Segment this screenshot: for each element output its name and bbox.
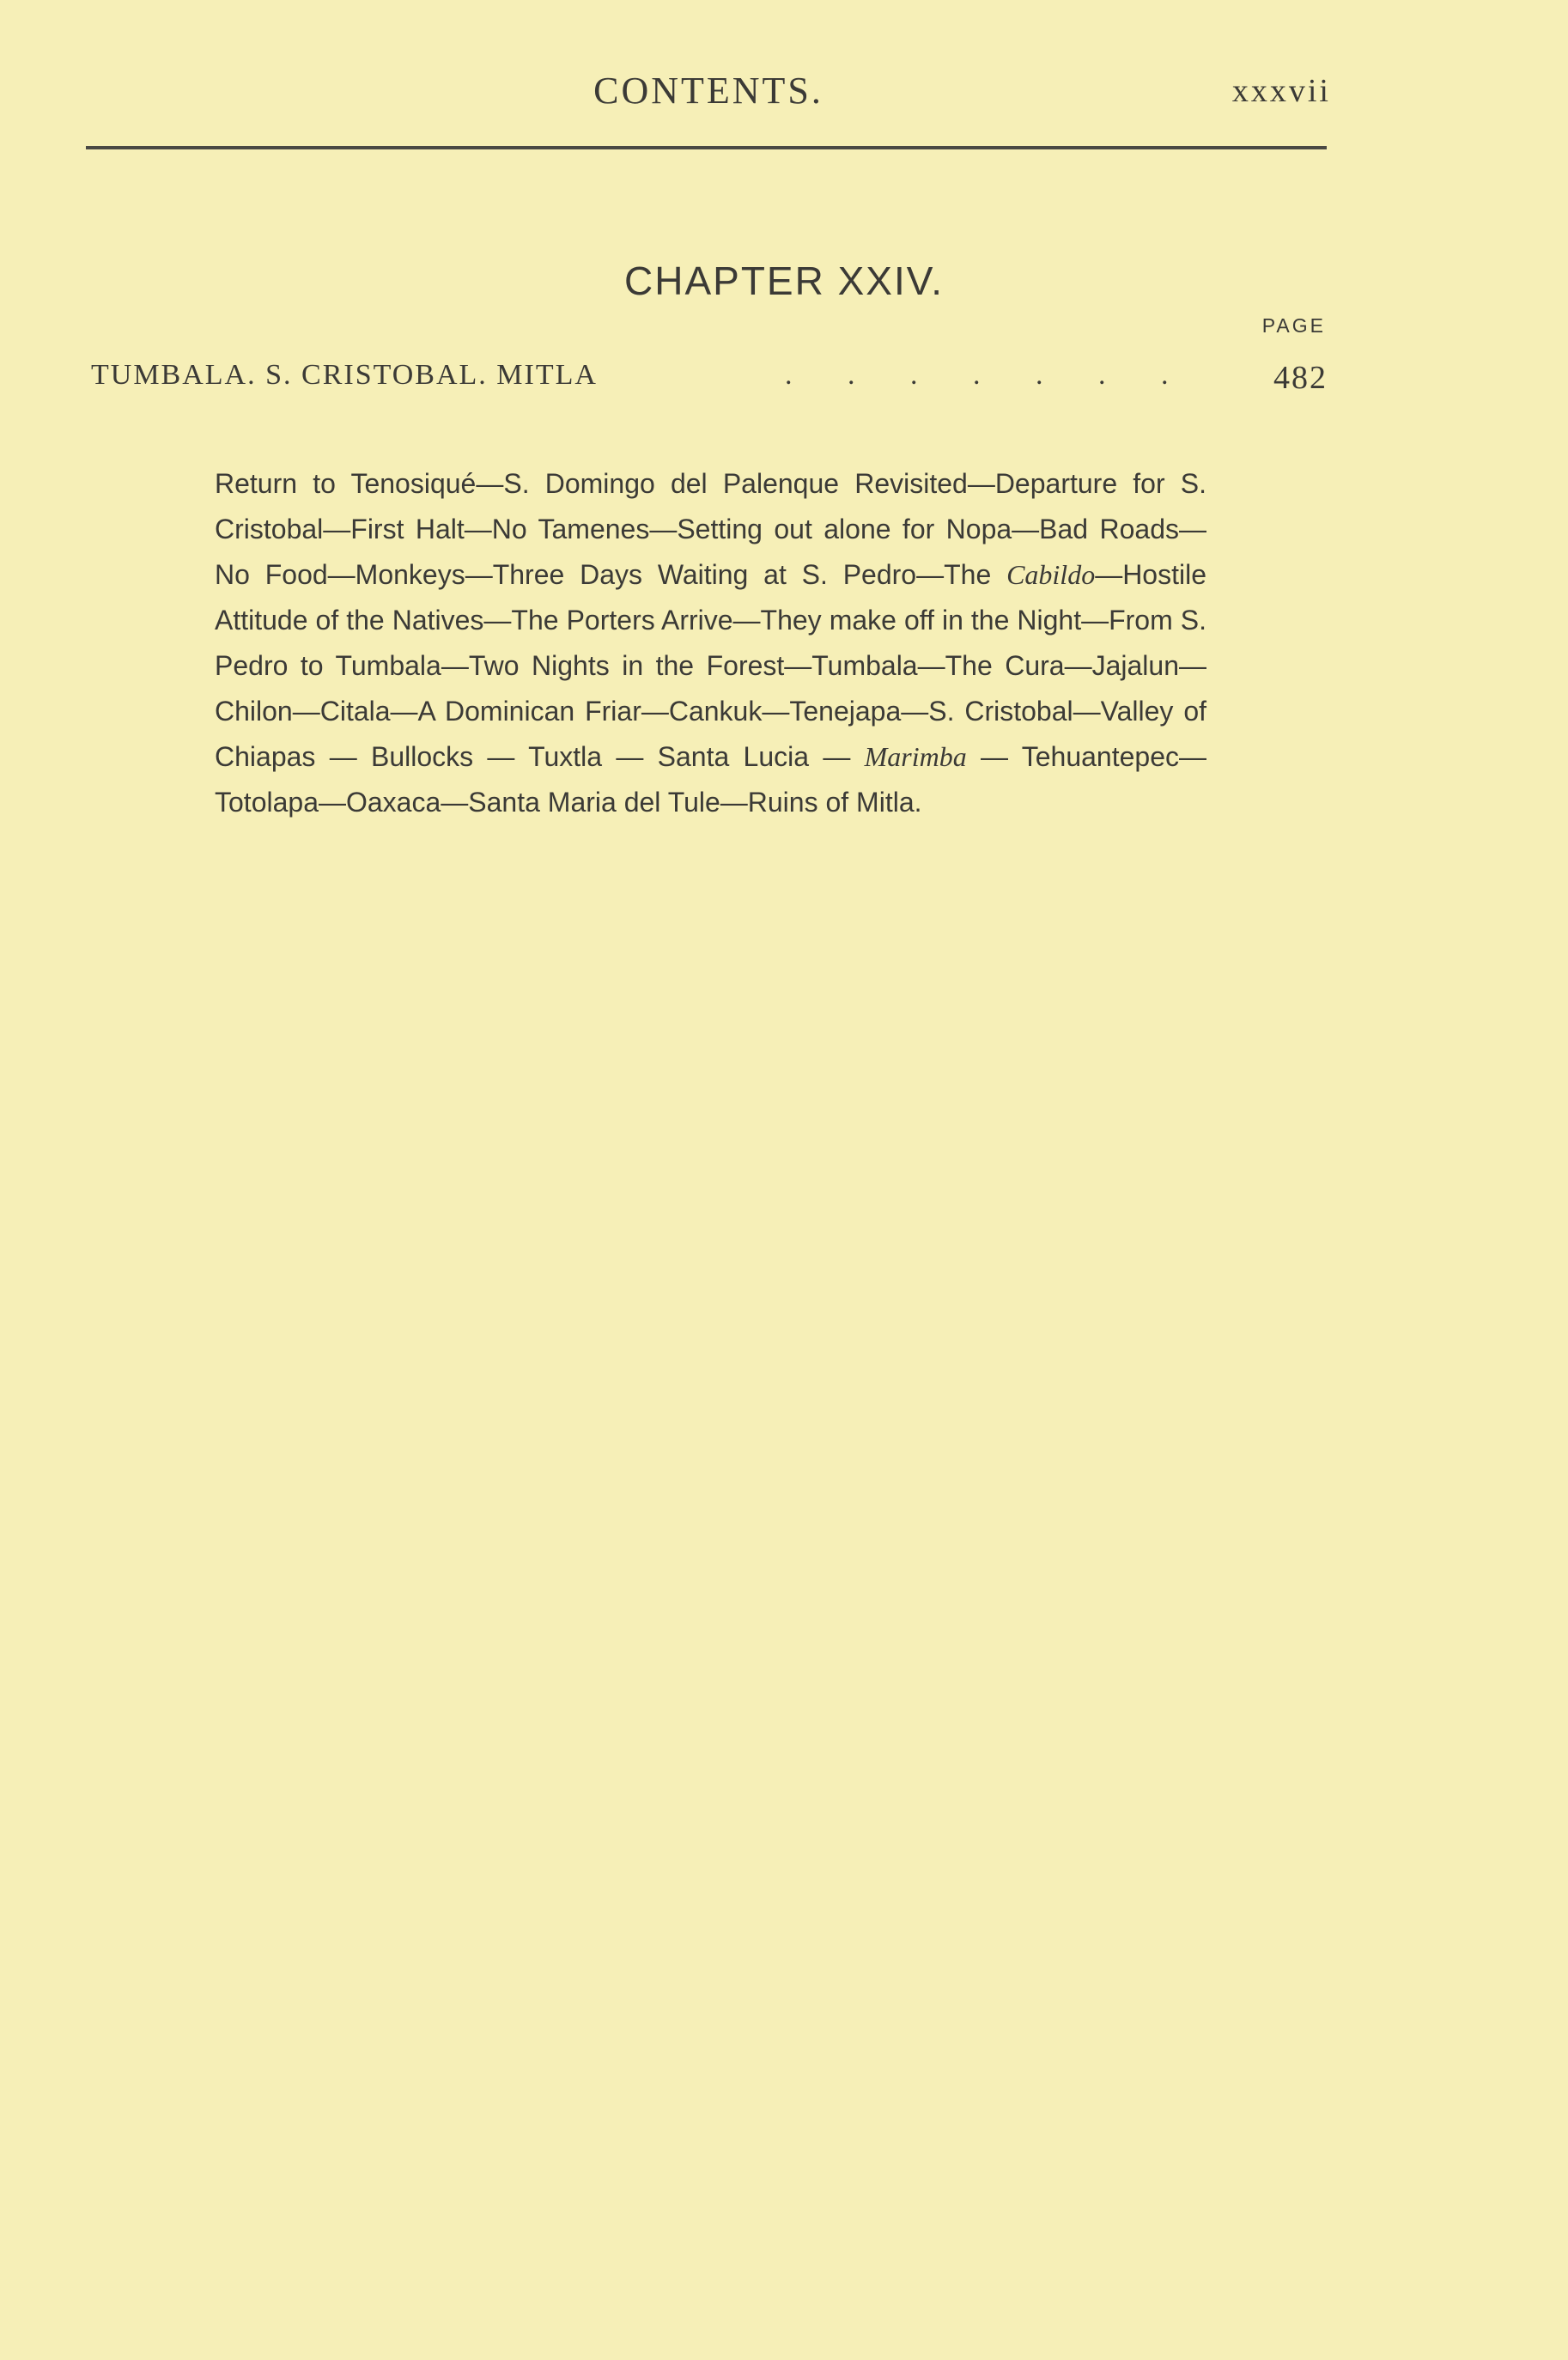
page-folio: xxxvii xyxy=(1231,73,1331,109)
running-head xyxy=(86,69,1331,120)
toc-entry-page-number: 482 xyxy=(1273,360,1328,396)
chapter-heading: CHAPTER XXIV. xyxy=(624,259,944,303)
toc-entry-title: TUMBALA. S. CRISTOBAL. MITLA xyxy=(91,359,598,391)
summary-text: Return to Tenosiqué—S. Domingo del Palenque Revisited—Departure for S. Cristobal—First Halt—No Tamenes—Setting out alone for Nopa—Bad Roads—No Food—Monkeys—Three Days Waiting at S. Pedro—The xyxy=(215,468,1206,590)
summary-text: —Hostile Attitude of the Natives—The Porters Arrive—They make off in the Night—From S. Pedro to Tumbala—Two Nights in the Forest—Tumbala—The Cura—Jajalun—Chilon—Citala—A Dominican Friar—Cankuk—Tenejapa—S. Cristobal—Valley of Chiapas — Bullocks — Tuxtla — Santa Lucia — xyxy=(215,559,1206,772)
summary-italic-term: Marimba xyxy=(864,741,967,772)
header-rule xyxy=(86,146,1327,149)
summary-italic-term: Cabildo xyxy=(1006,559,1096,590)
running-head-title: CONTENTS. xyxy=(593,70,824,112)
toc-dot-leader: . . . . . . . xyxy=(785,359,1193,391)
chapter-summary xyxy=(215,461,1206,825)
toc-entry xyxy=(91,359,1328,402)
page-column-label: PAGE xyxy=(1261,314,1326,337)
summary-text: — Tehuantepec—Totolapa—Oaxaca—Santa Maria del Tule—Ruins of Mitla. xyxy=(215,741,1207,818)
